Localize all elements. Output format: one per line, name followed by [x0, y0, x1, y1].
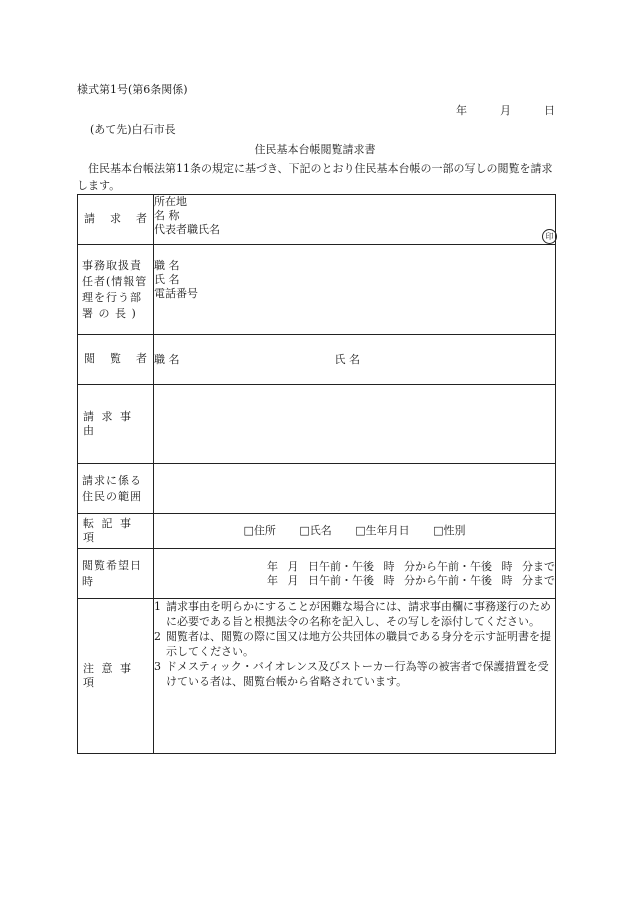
requester-representative-label: 代表者職氏名	[154, 223, 220, 236]
document-title: 住民基本台帳閲覧請求書	[254, 143, 376, 156]
datetime-label	[78, 549, 154, 599]
note-item	[154, 629, 555, 659]
manager-label-line: 理を行う部	[82, 290, 142, 304]
manager-position-label: 職 名	[154, 259, 180, 272]
datetime-label-line: 閲覧希望日	[82, 558, 142, 572]
requester-label	[78, 195, 154, 245]
notes-label	[78, 599, 154, 754]
viewer-label-char: 者	[136, 352, 147, 366]
datetime-field[interactable]	[154, 549, 556, 599]
seal-mark-icon: 印	[542, 229, 557, 244]
manager-name-label: 氏 名	[154, 273, 180, 286]
manager-label	[78, 245, 154, 335]
requester-name-label: 名 称	[154, 209, 180, 222]
datetime-line-1: 年 月 日午前・午後 時 分から午前・午後 時 分まで	[267, 559, 555, 573]
datetime-label-line: 時	[82, 574, 94, 588]
viewer-label-char: 覧	[110, 352, 121, 366]
note-number: 3	[154, 660, 161, 673]
scope-label-line: 請求に係る	[82, 473, 142, 487]
reason-label	[78, 385, 154, 464]
note-number: 2	[154, 630, 161, 643]
notes-row	[78, 599, 556, 754]
viewer-row	[78, 335, 556, 385]
viewer-name-label: 氏 名	[334, 352, 360, 366]
addressee: (あて先)白石市長	[90, 123, 176, 136]
transcription-options	[154, 514, 556, 549]
date-year: 年	[456, 104, 467, 117]
checkbox-address[interactable]: □住所	[243, 524, 276, 537]
note-text: ドメスティック・バイオレンス及びストーカー行為等の被害者で保護措置を受けている者は、閲覧台帳から省略されています。	[166, 660, 549, 688]
reason-label-text: 請 求 事 由	[83, 409, 133, 437]
requester-row	[78, 195, 556, 245]
manager-label-line: 事務取扱責	[82, 258, 142, 272]
viewer-label	[78, 335, 154, 385]
note-item	[154, 659, 555, 689]
viewer-position-label: 職 名	[154, 352, 180, 366]
date-month: 月	[500, 104, 511, 117]
requester-label-char: 者	[136, 212, 147, 226]
scope-label	[78, 464, 154, 514]
notes-label-text: 注 意 事 項	[83, 661, 133, 689]
viewer-label-char: 閲	[84, 352, 95, 366]
manager-label-line: 任者(情報管	[82, 274, 148, 288]
requester-label-char: 求	[110, 212, 121, 226]
note-text: 請求事由を明らかにすることが困難な場合には、請求事由欄に事務遂行のために必要である旨と根拠法令の名称を記入し、その写しを添付してください。	[166, 600, 551, 628]
date-day: 日	[544, 104, 555, 117]
manager-label-line: 署 の 長 )	[82, 306, 137, 320]
notes-content	[154, 599, 556, 754]
reason-row	[78, 385, 556, 464]
checkbox-name[interactable]: □氏名	[299, 524, 332, 537]
note-text: 閲覧者は、閲覧の際に国又は地方公共団体の職員である身分を示す証明書を提示してください。	[166, 630, 551, 658]
requester-address-label: 所在地	[154, 195, 187, 208]
requester-label-char: 請	[84, 212, 95, 226]
reason-field[interactable]	[154, 385, 556, 464]
datetime-line-2: 年 月 日午前・午後 時 分から午前・午後 時 分まで	[267, 573, 555, 587]
note-item	[154, 599, 555, 629]
form-number: 様式第1号(第6条関係)	[77, 83, 188, 96]
transcription-label	[78, 514, 154, 549]
checkbox-gender[interactable]: □性別	[433, 524, 466, 537]
viewer-field[interactable]	[154, 335, 556, 385]
manager-phone-label: 電話番号	[154, 287, 198, 300]
scope-field[interactable]	[154, 464, 556, 514]
checkbox-birthdate[interactable]: □生年月日	[355, 524, 410, 537]
note-number: 1	[154, 600, 161, 613]
transcription-label-text: 転 記 事 項	[83, 516, 133, 544]
scope-label-line: 住民の範囲	[82, 489, 142, 503]
intro-text: 住民基本台帳法第11条の規定に基づき、下記のとおり住民基本台帳の一部の写しの閲覧を請求します。	[77, 162, 553, 192]
manager-row	[78, 245, 556, 335]
request-form-table	[77, 194, 556, 754]
requester-field[interactable]	[154, 195, 556, 245]
transcription-row	[78, 514, 556, 549]
datetime-row	[78, 549, 556, 599]
manager-field[interactable]	[154, 245, 556, 335]
scope-row	[78, 464, 556, 514]
date-line	[456, 104, 555, 118]
